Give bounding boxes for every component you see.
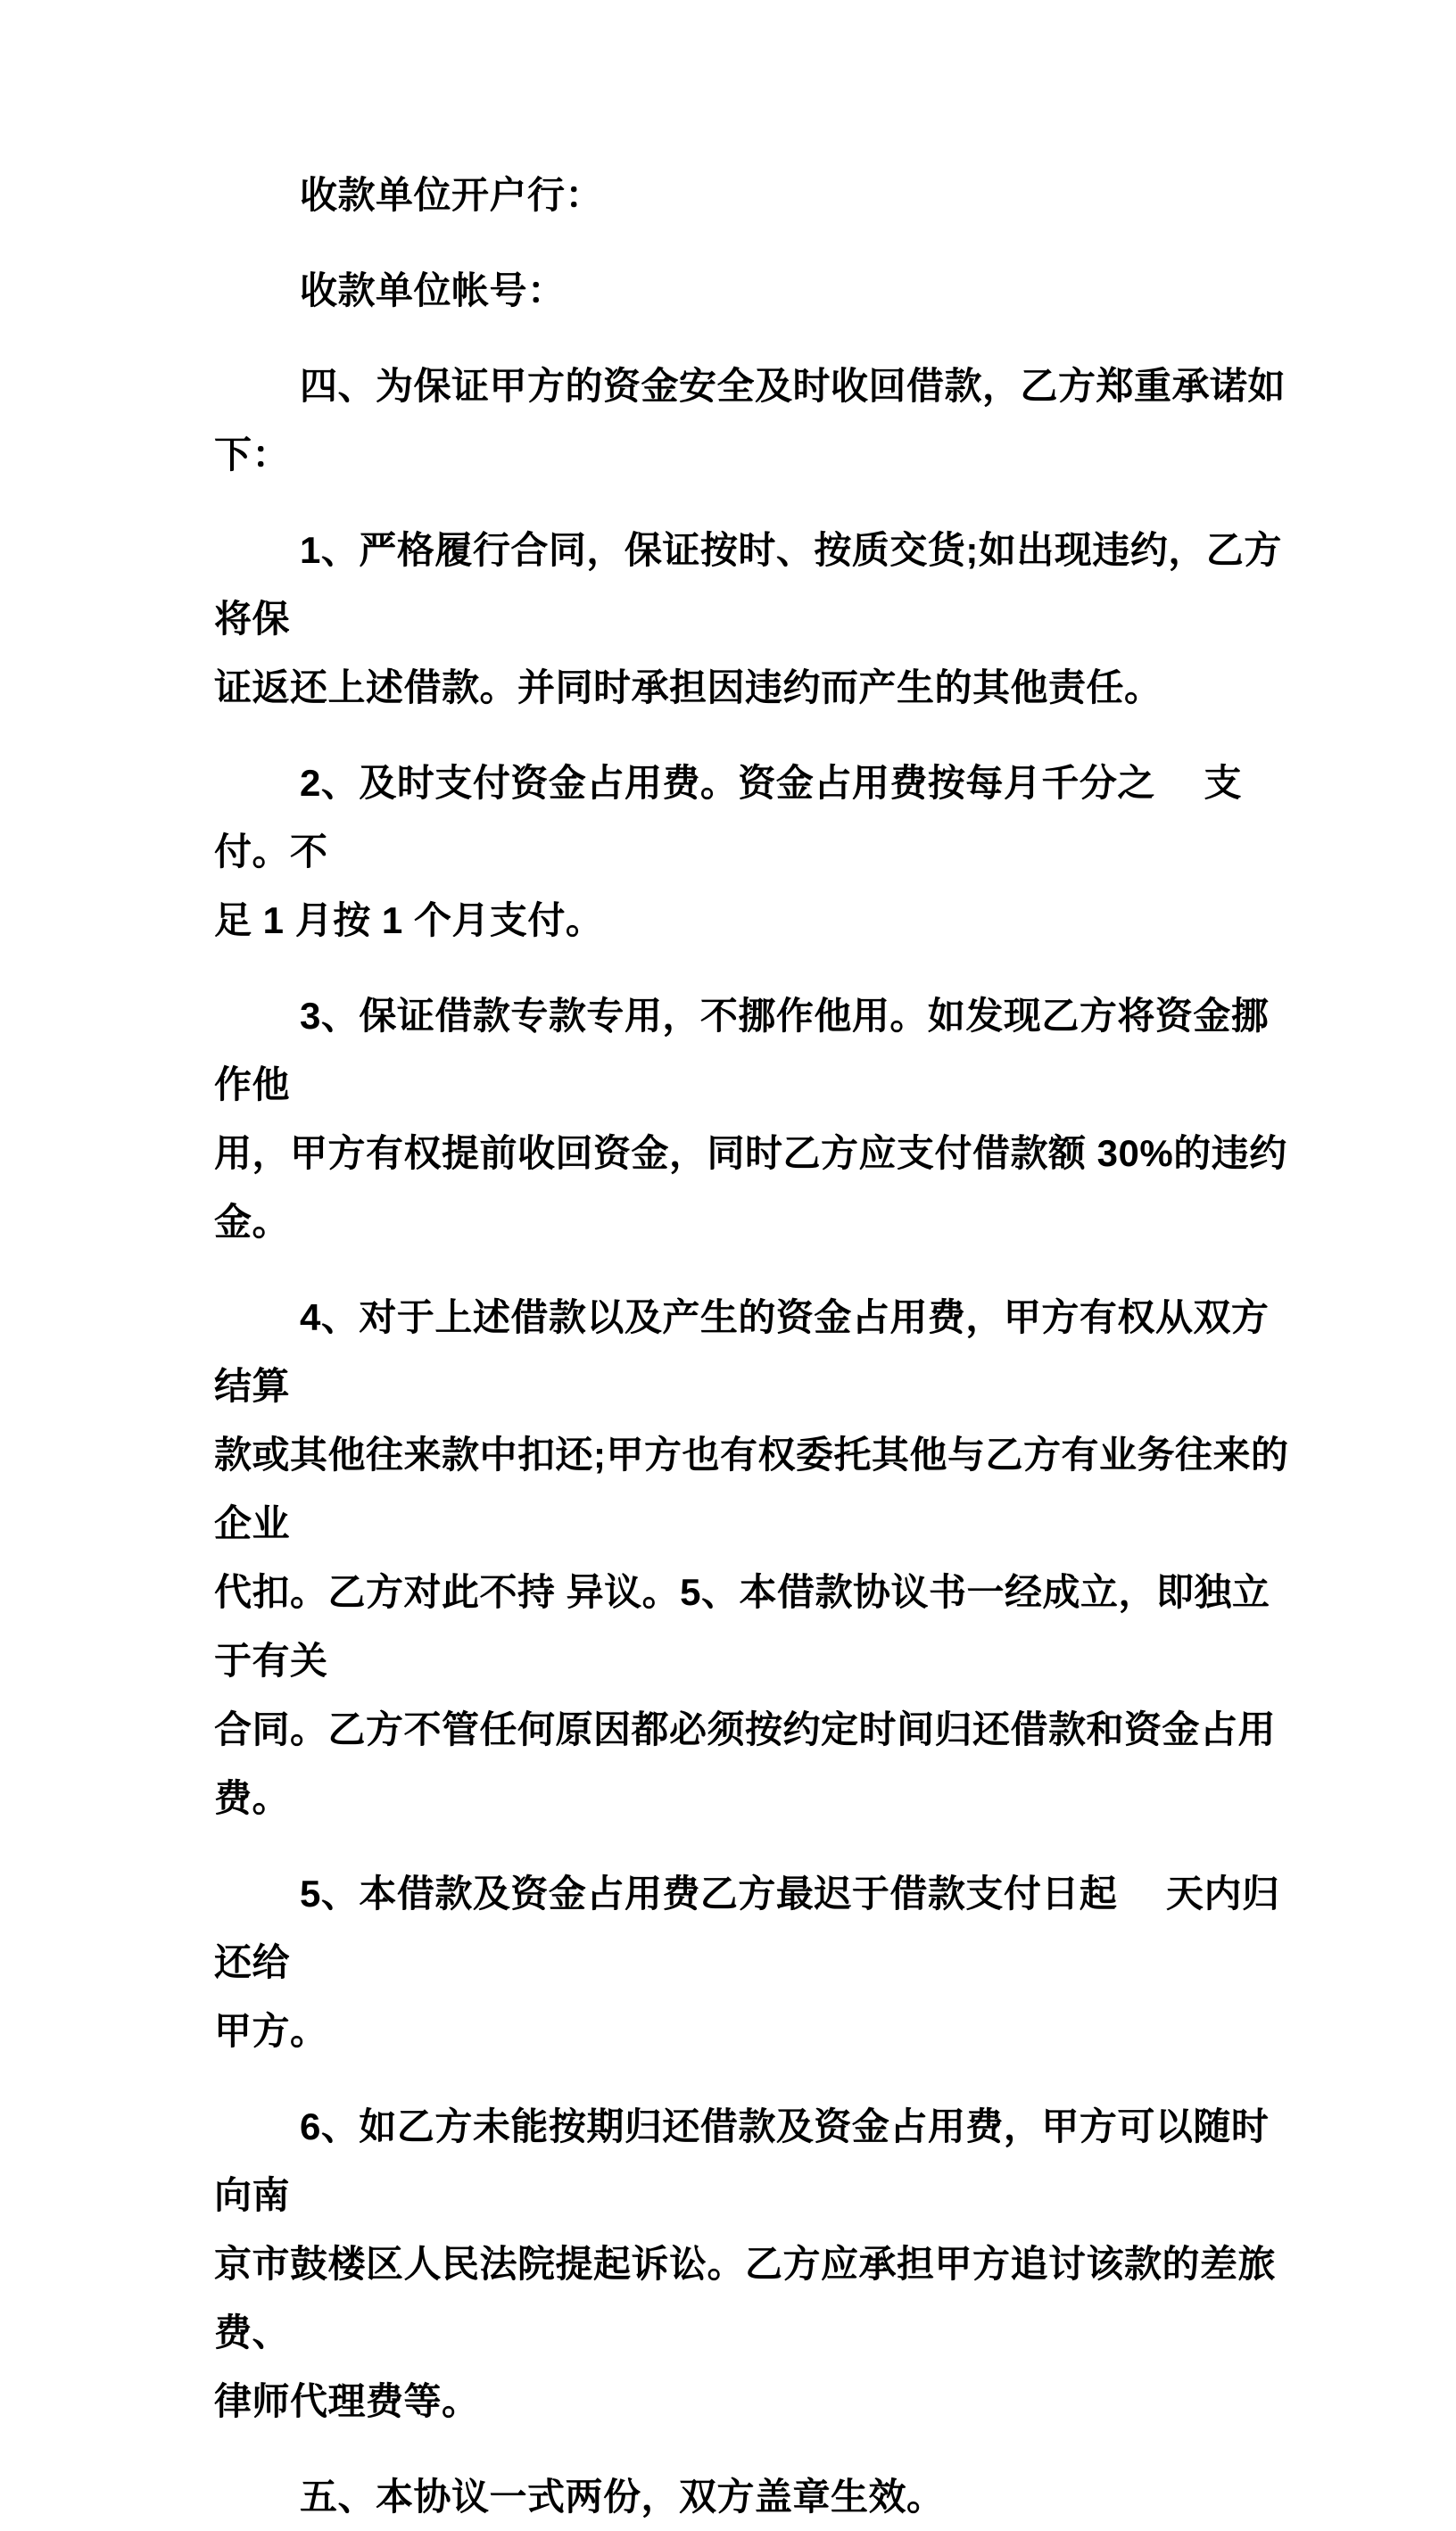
document-line: 收款单位帐号：: [300, 269, 566, 311]
document-line: 收款单位开户行：: [300, 174, 604, 216]
document-line: 律师代理费等。: [214, 2380, 480, 2422]
document-line: 1、严格履行合同，保证按时、按质交货;如出现违约，乙方将保: [214, 529, 1282, 640]
document-line: 四、为保证甲方的资金安全及时收回借款，乙方郑重承诺如下：: [214, 365, 1286, 476]
document-line: 2、及时支付资金占用费。资金占用费按每月千分之 支付。不: [214, 762, 1243, 873]
document-line: 4、对于上述借款以及产生的资金占用费，甲方有权从双方结算: [214, 1296, 1270, 1407]
document-line: 3、保证借款专款专用，不挪作他用。如发现乙方将资金挪作他: [214, 995, 1270, 1105]
document-line: 证返还上述借款。并同时承担因违约而产生的其他责任。: [214, 666, 1162, 708]
document-line: 5、本借款及资金占用费乙方最迟于借款支付日起 天内归还给: [214, 1873, 1280, 1983]
document-line: 足 1 月按 1 个月支付。: [214, 899, 604, 941]
document-line: 甲方。: [214, 2010, 328, 2052]
document-line: 合同。乙方不管任何原因都必须按约定时间归还借款和资金占用费。: [214, 1708, 1277, 1819]
document-line: 6、如乙方未能按期归还借款及资金占用费，甲方可以随时向南: [214, 2105, 1270, 2216]
document-line: 款或其他往来款中扣还;甲方也有权委托其他与乙方有业务往来的企业: [214, 1434, 1289, 1544]
document-line: 用，甲方有权提前收回资金，同时乙方应支付借款额 30%的违约金。: [214, 1132, 1287, 1243]
document-line: 五、本协议一式两份，双方盖章生效。: [300, 2476, 945, 2518]
document-line: 京市鼓楼区人民法院提起诉讼。乙方应承担甲方追讨该款的差旅费、: [214, 2243, 1277, 2353]
document-line: 代扣。乙方对此不持 异议。5、本借款协议书一经成立，即独立于有关: [214, 1571, 1270, 1682]
